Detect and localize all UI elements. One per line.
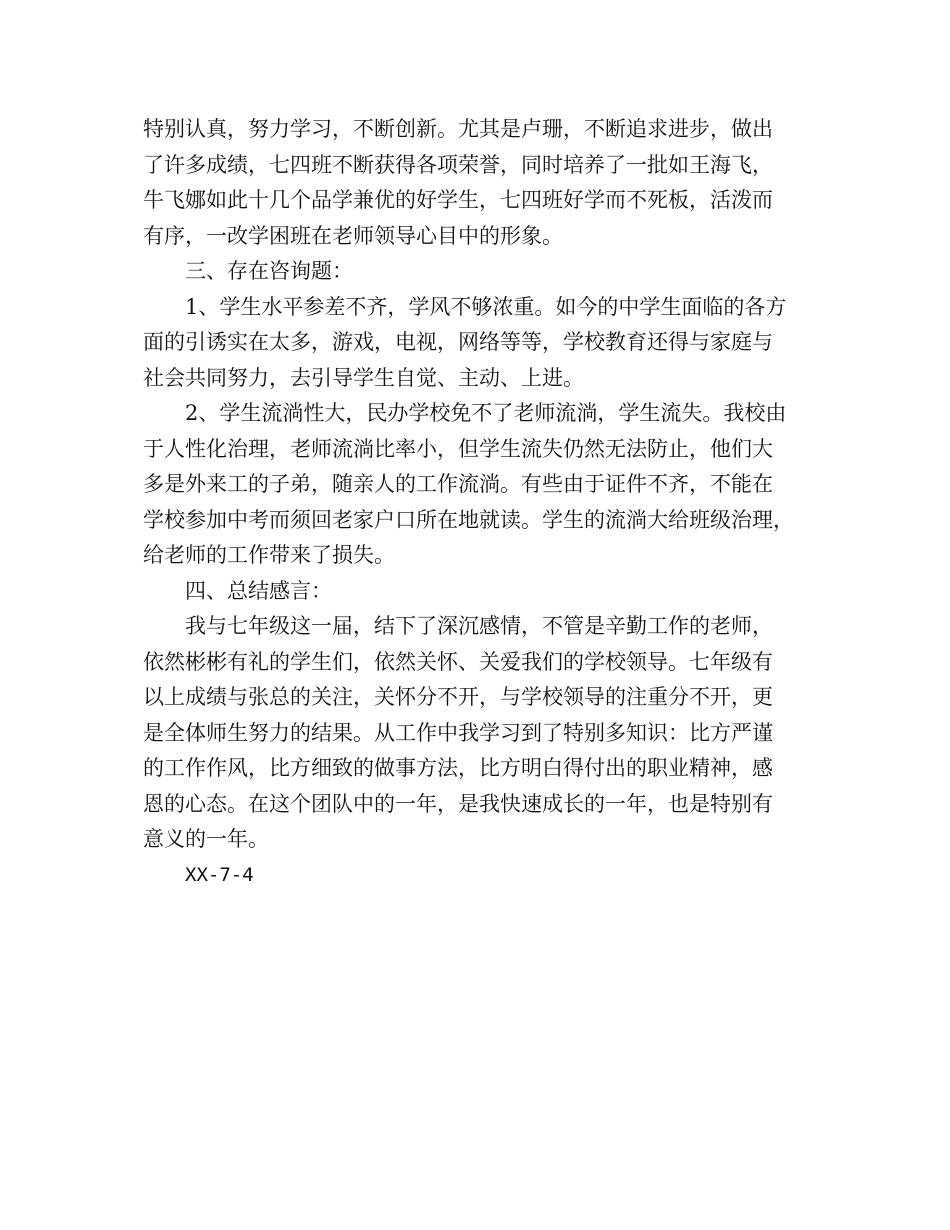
text-line: 是全体师生努力的结果。从工作中我学习到了特别多知识：比方严谨 xyxy=(143,720,773,745)
text-line: 依然彬彬有礼的学生们，依然关怀、关爱我们的学校领导。七年级有 xyxy=(143,649,773,674)
text-line: 牛飞娜如此十几个品学兼优的好学生，七四班好学而不死板，活泼而 xyxy=(143,188,773,212)
text-line: 的工作作风，比方细致的做事方法，比方明白得付出的职业精神，感 xyxy=(143,756,773,780)
text-line: 于人性化治理，老师流淌比率小，但学生流失仍然无法防止，他们大 xyxy=(143,436,773,461)
text-line: 以上成绩与张总的关注，关怀分不开，与学校领导的注重分不开，更 xyxy=(143,685,773,709)
section-heading: 三、存在咨询题： xyxy=(185,259,353,283)
document-body xyxy=(143,112,833,893)
text-line: 了许多成绩，七四班不断获得各项荣誉，同时培养了一批如王海飞， xyxy=(143,152,773,177)
text-line: 有序，一改学困班在老师领导心目中的形象。 xyxy=(143,223,563,248)
text-line: 特别认真，努力学习，不断创新。尤其是卢珊，不断追求进步，做出 xyxy=(143,117,773,141)
text-line: 多是外来工的子弟，随亲人的工作流淌。有些由于证件不齐，不能在 xyxy=(143,472,773,496)
text-line: 意义的一年。 xyxy=(143,827,269,851)
text-line: 社会共同努力，去引导学生自觉、主动、上进。 xyxy=(143,365,584,390)
text-line: 我与七年级这一届，结下了深沉感情，不管是辛勤工作的老师， xyxy=(185,614,773,638)
text-line: 给老师的工作带来了损失。 xyxy=(143,543,395,567)
text-line: 2、学生流淌性大，民办学校免不了老师流淌，学生流失。我校由 xyxy=(185,401,787,425)
text-line: 1、学生水平参差不齐，学风不够浓重。如今的中学生面临的各方 xyxy=(185,294,787,319)
text-line: 面的引诱实在太多，游戏，电视，网络等等，学校教育还得与家庭与 xyxy=(143,330,773,354)
document-date: XX-7-4 xyxy=(185,863,254,886)
text-line: 学校参加中考而须回老家户口所在地就读。学生的流淌大给班级治理， xyxy=(143,507,794,532)
text-line: 恩的心态。在这个团队中的一年，是我快速成长的一年，也是特别有 xyxy=(143,791,773,816)
section-heading: 四、总结感言： xyxy=(185,578,332,603)
